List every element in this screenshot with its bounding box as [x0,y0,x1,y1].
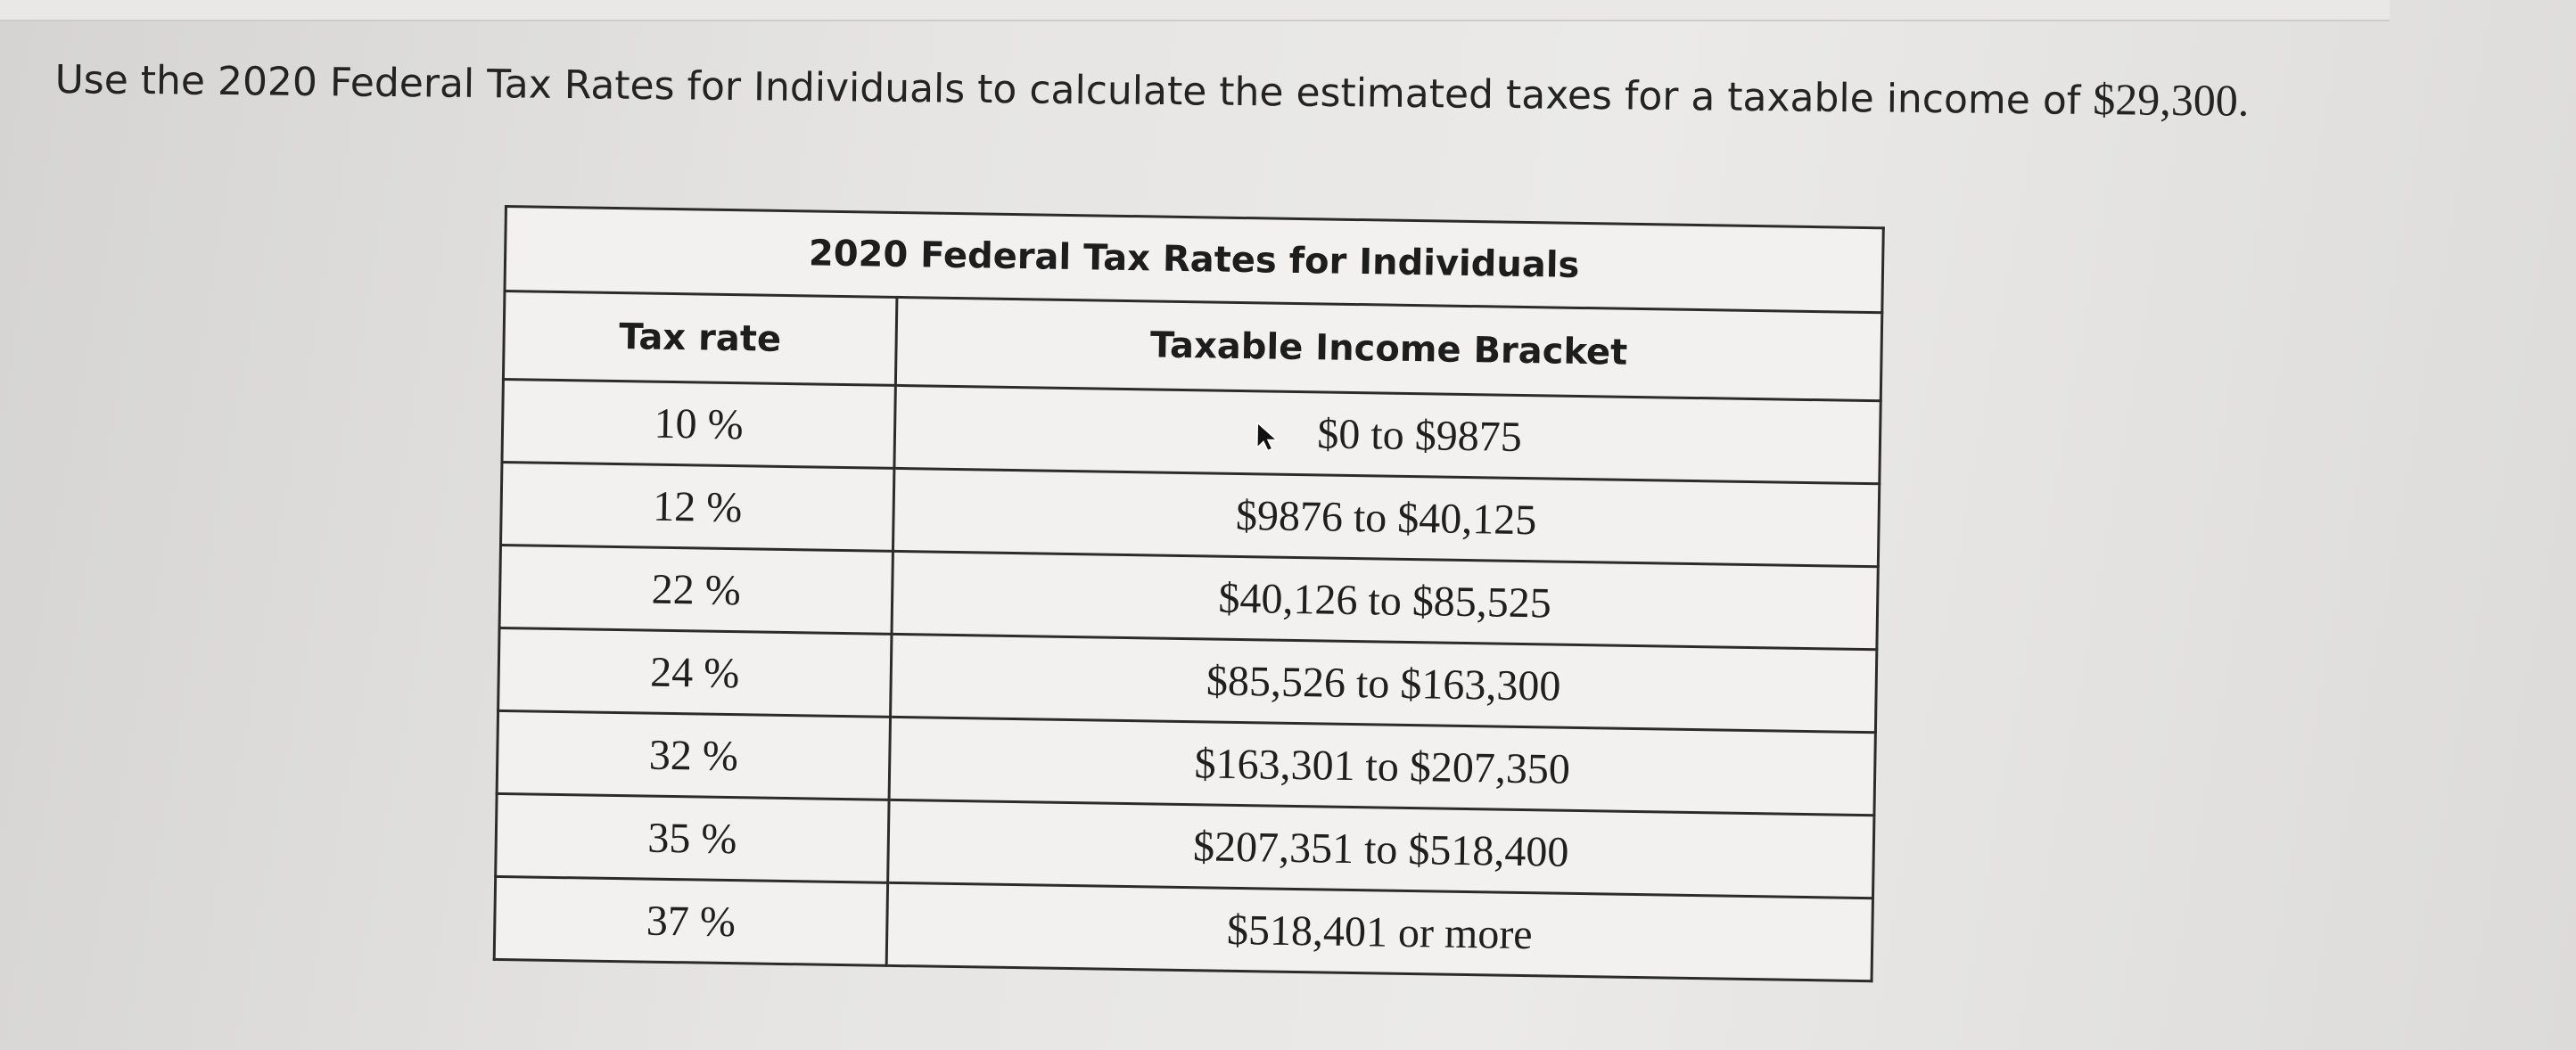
bracket-cell [894,385,1881,483]
rate-cell: 22 % [499,545,893,634]
question-prompt: Use the 2020 Federal Tax Rates for Individuals to calculate the estimated taxes for a taxable income of [54,56,2094,124]
header-income-bracket: Taxable Income Bracket [895,297,1881,400]
rate-cell: 35 % [496,793,889,882]
rate-cell: 32 % [497,710,890,800]
rate-cell: 12 % [501,462,894,551]
top-border-strip [0,0,2390,21]
bracket-cell: $9876 to $40,125 [893,468,1879,566]
table-title: 2020 Federal Tax Rates for Individuals [505,207,1883,313]
bracket-text: $0 to $9875 [1316,409,1523,461]
bracket-cell: $85,526 to $163,300 [891,634,1877,732]
mouse-cursor-icon [1253,422,1284,453]
bracket-cell: $40,126 to $85,525 [892,551,1878,649]
rate-cell: 10 % [502,379,895,468]
tax-rates-table [493,205,1885,982]
rate-cell: 24 % [498,628,892,717]
question-amount: $29,300. [2092,73,2250,126]
header-tax-rate: Tax rate [503,291,897,386]
rate-cell: 37 % [494,876,887,965]
question-text [54,46,2284,135]
bracket-cell: $163,301 to $207,350 [889,717,1875,815]
bracket-cell: $518,401 or more [886,882,1872,980]
tax-table-container [492,205,1887,1029]
bracket-cell: $207,351 to $518,400 [888,800,1874,898]
